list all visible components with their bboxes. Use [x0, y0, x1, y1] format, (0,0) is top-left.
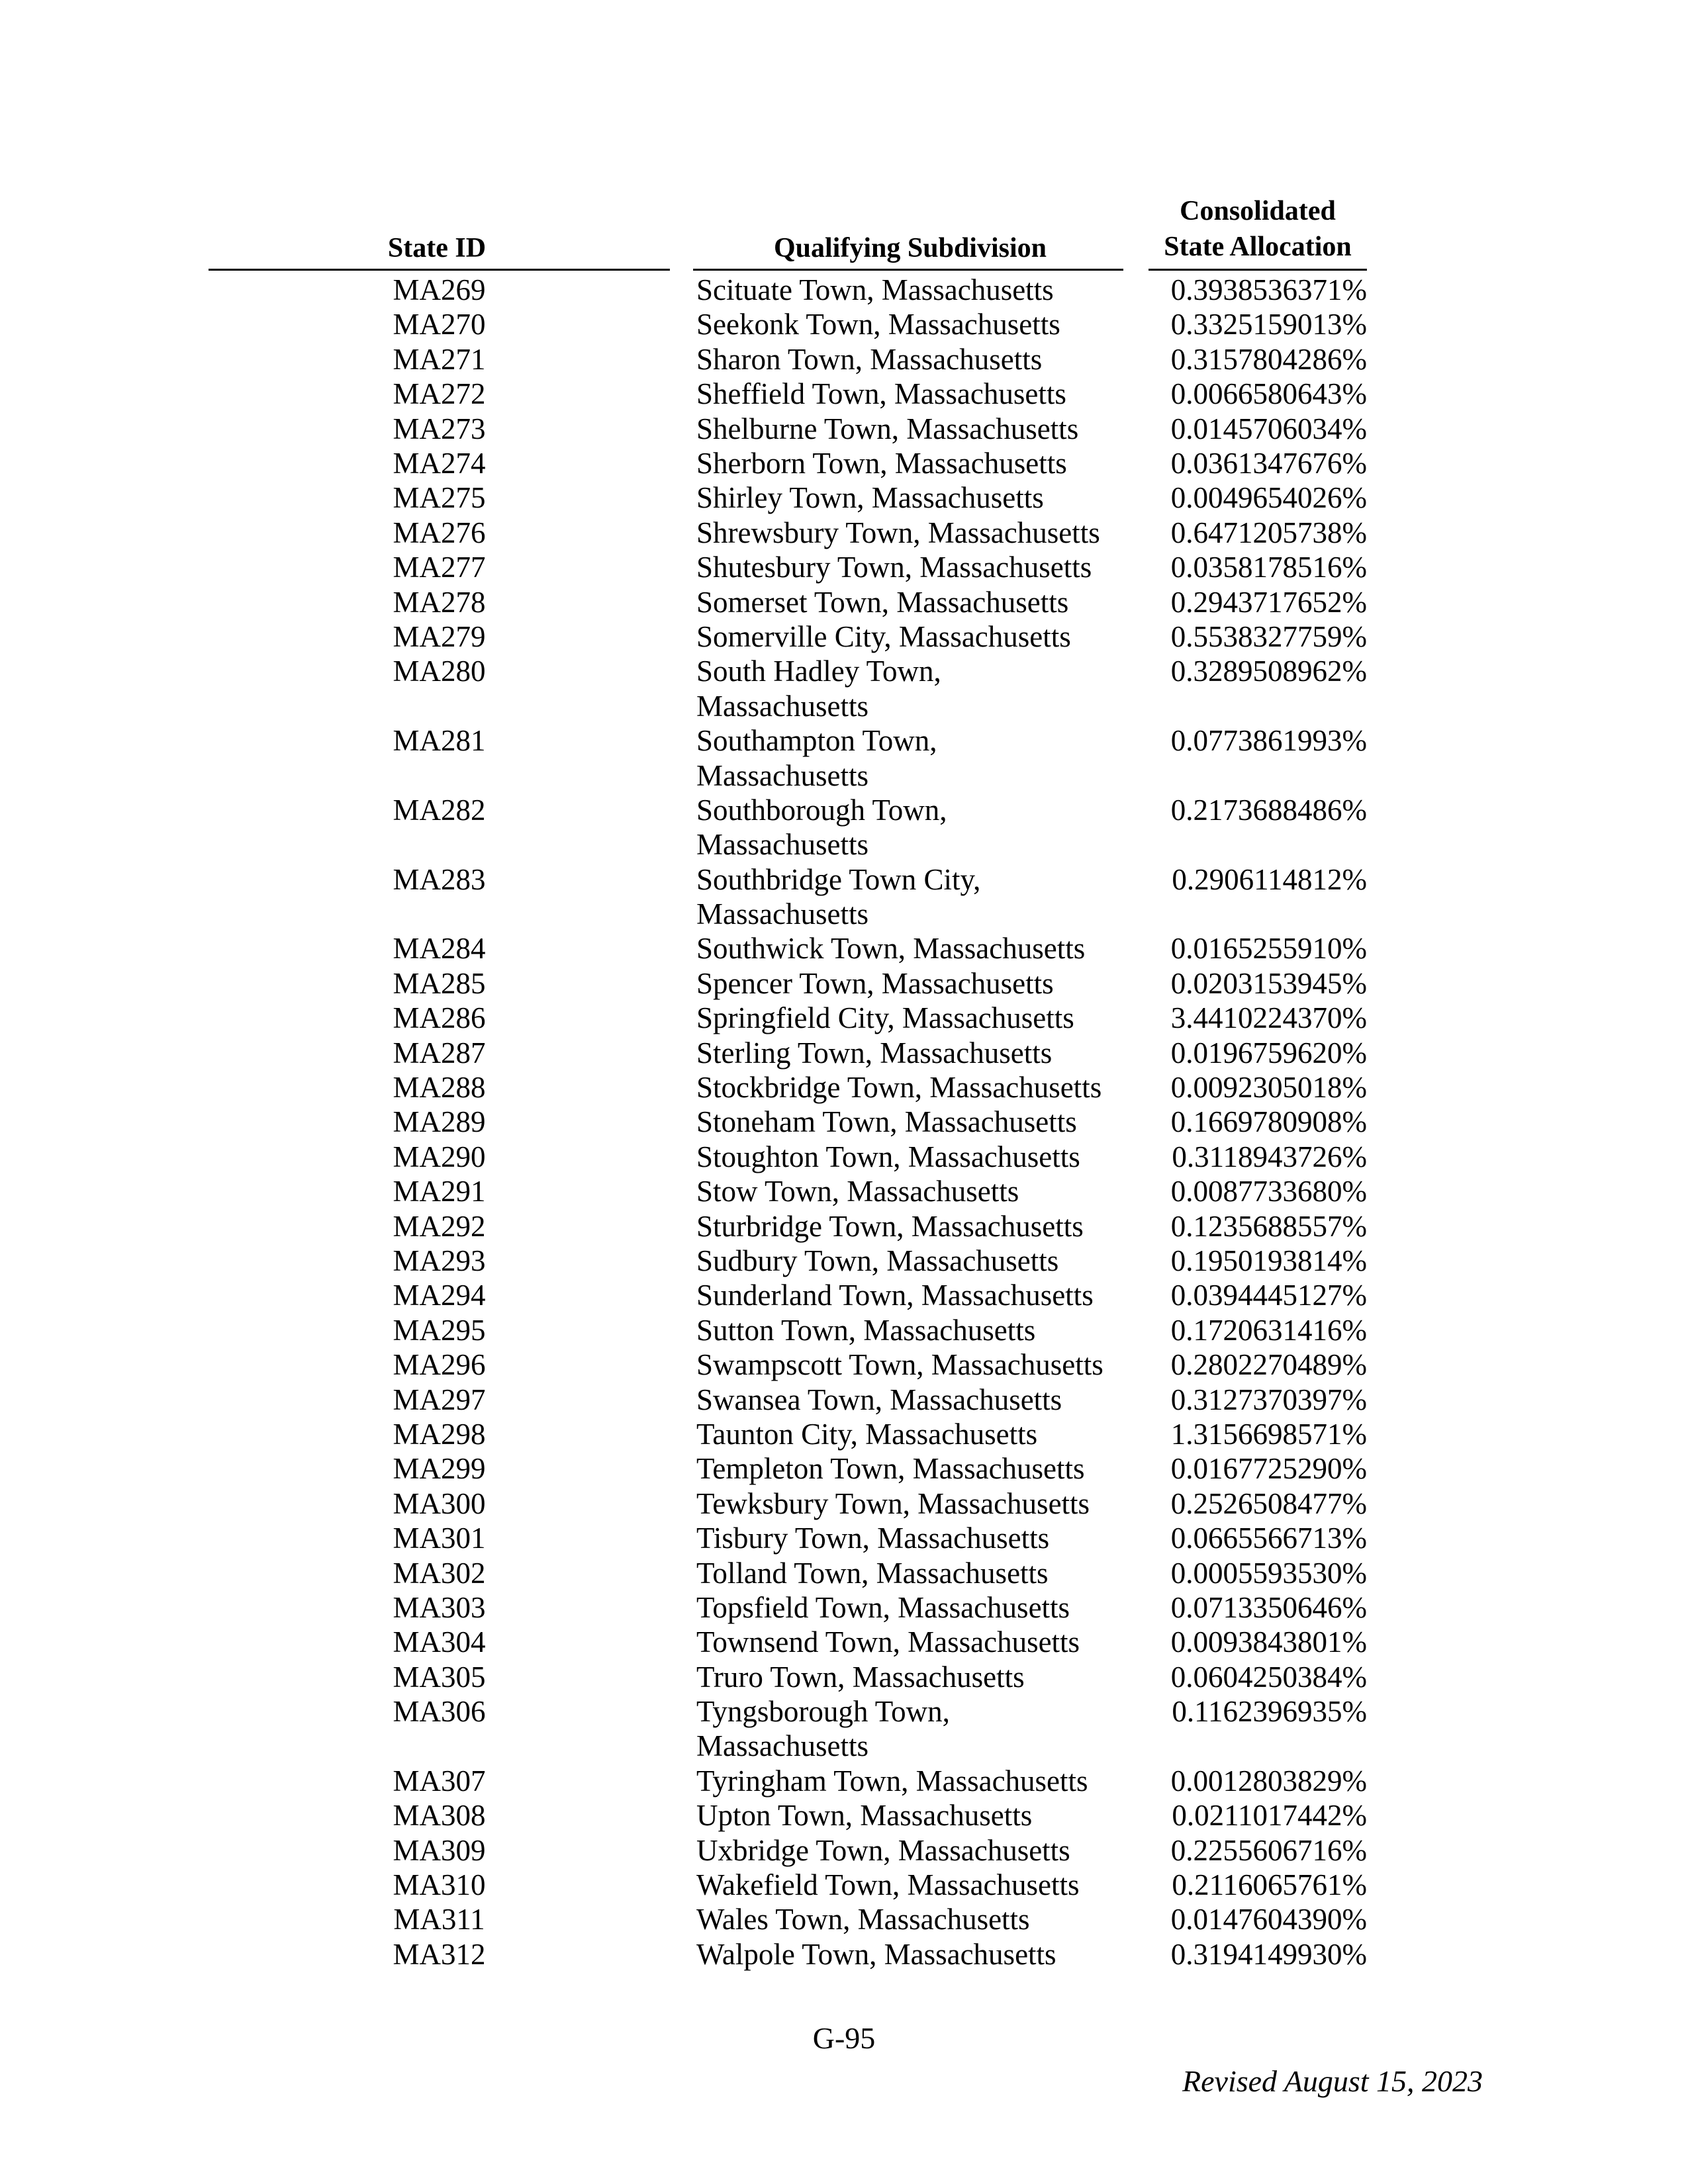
table-row — [0, 966, 1688, 1001]
table-row — [0, 585, 1688, 619]
subdivision-line: Shrewsbury Town, Massachusetts — [696, 516, 1100, 549]
subdivision-line: Southampton Town, — [696, 724, 937, 758]
state-id-cell: MA270 — [393, 308, 486, 341]
table-row — [0, 1209, 1688, 1244]
allocation-cell: 0.1162396935% — [1172, 1695, 1367, 1729]
allocation-cell: 0.3127370397% — [1170, 1383, 1367, 1416]
table-row — [0, 1521, 1688, 1555]
allocation-cell: 0.1950193814% — [1170, 1244, 1367, 1277]
subdivision-line: Sunderland Town, Massachusetts — [696, 1279, 1094, 1312]
state-id-cell: MA298 — [393, 1417, 486, 1451]
table-row — [0, 516, 1688, 550]
header-underline-subdivision — [693, 269, 1123, 271]
allocation-cell: 0.0167725290% — [1170, 1452, 1367, 1486]
allocation-cell: 0.0012803829% — [1170, 1764, 1367, 1797]
state-id-cell: MA291 — [393, 1175, 486, 1208]
subdivision-line: Walpole Town, Massachusetts — [696, 1937, 1056, 1971]
page-number: G-95 — [812, 2021, 876, 2055]
subdivision-line: Wales Town, Massachusetts — [696, 1903, 1030, 1936]
state-id-cell: MA272 — [393, 377, 486, 411]
subdivision-line-2: Massachusetts — [696, 1729, 868, 1763]
allocation-cell: 0.3157804286% — [1170, 342, 1367, 376]
subdivision-line-2: Massachusetts — [696, 828, 868, 862]
subdivision-cell — [696, 1521, 1147, 1555]
state-id-cell: MA306 — [393, 1695, 486, 1729]
table-row — [0, 550, 1688, 584]
allocation-cell: 0.0203153945% — [1170, 966, 1367, 1000]
subdivision-cell — [696, 1036, 1147, 1070]
allocation-cell: 0.2526508477% — [1170, 1486, 1367, 1520]
state-id-cell: MA299 — [393, 1452, 486, 1486]
table-row — [0, 1174, 1688, 1208]
allocation-cell: 0.2173688486% — [1170, 793, 1367, 827]
allocation-cell: 0.2116065761% — [1172, 1868, 1367, 1902]
subdivision-line: Uxbridge Town, Massachusetts — [696, 1833, 1070, 1867]
subdivision-cell — [696, 1937, 1147, 1972]
subdivision-line: Southborough Town, — [696, 793, 947, 827]
allocation-cell: 0.0604250384% — [1170, 1660, 1367, 1694]
allocation-cell: 0.1720631416% — [1170, 1313, 1367, 1347]
table-row — [0, 1313, 1688, 1347]
table-row — [0, 307, 1688, 341]
state-id-cell: MA286 — [393, 1001, 486, 1035]
subdivision-line: Upton Town, Massachusetts — [696, 1799, 1033, 1833]
table-row — [0, 1383, 1688, 1417]
allocation-cell: 0.3325159013% — [1170, 308, 1367, 341]
state-id-cell: MA292 — [393, 1209, 486, 1243]
allocation-cell: 0.0005593530% — [1170, 1556, 1367, 1590]
state-id-cell: MA287 — [393, 1036, 486, 1069]
table-row — [0, 1451, 1688, 1486]
subdivision-line: Shelburne Town, Massachusetts — [696, 412, 1079, 445]
subdivision-line: Sturbridge Town, Massachusetts — [696, 1209, 1084, 1243]
table-row — [0, 273, 1688, 307]
table-row — [0, 1625, 1688, 1659]
table-row — [0, 412, 1688, 446]
subdivision-cell — [696, 862, 1147, 932]
subdivision-line: Tyringham Town, Massachusetts — [696, 1764, 1088, 1797]
allocation-cell: 0.0196759620% — [1170, 1036, 1367, 1069]
table-row — [0, 619, 1688, 654]
allocation-cell: 0.6471205738% — [1170, 516, 1367, 549]
subdivision-cell — [696, 1244, 1147, 1278]
table-row — [0, 1417, 1688, 1451]
subdivision-cell — [696, 1278, 1147, 1312]
allocation-cell: 0.2906114812% — [1172, 862, 1367, 896]
allocation-cell: 0.3938536371% — [1170, 273, 1367, 306]
header-underline-state-id — [209, 269, 670, 271]
allocation-cell: 3.4410224370% — [1170, 1001, 1367, 1035]
table-row — [0, 793, 1688, 862]
table-row — [0, 1105, 1688, 1139]
subdivision-line: Somerville City, Massachusetts — [696, 619, 1071, 653]
state-id-cell: MA295 — [393, 1313, 486, 1347]
subdivision-cell — [696, 966, 1147, 1001]
subdivision-cell — [696, 480, 1147, 515]
table-row — [0, 723, 1688, 793]
subdivision-cell — [696, 1902, 1147, 1936]
subdivision-cell — [696, 1868, 1147, 1902]
subdivision-cell — [696, 273, 1147, 307]
subdivision-line: Springfield City, Massachusetts — [696, 1001, 1074, 1035]
state-id-cell: MA293 — [393, 1244, 486, 1277]
table-row — [0, 1001, 1688, 1035]
subdivision-line: Tisbury Town, Massachusetts — [696, 1522, 1050, 1555]
table-row — [0, 1764, 1688, 1798]
subdivision-cell — [696, 516, 1147, 550]
subdivision-line: Sudbury Town, Massachusetts — [696, 1244, 1059, 1277]
header-consolidated-state-allocation — [1145, 193, 1370, 265]
subdivision-line: South Hadley Town, — [696, 655, 941, 688]
state-id-cell: MA275 — [393, 481, 486, 515]
allocation-cell: 0.2943717652% — [1170, 585, 1367, 619]
allocation-cell: 0.0358178516% — [1170, 551, 1367, 584]
state-id-cell: MA297 — [393, 1383, 486, 1416]
subdivision-line: Wakefield Town, Massachusetts — [696, 1868, 1080, 1902]
allocation-cell: 0.0145706034% — [1170, 412, 1367, 445]
subdivision-line: Stoneham Town, Massachusetts — [696, 1105, 1077, 1139]
state-id-cell: MA289 — [393, 1105, 486, 1139]
subdivision-cell — [696, 1417, 1147, 1451]
allocation-cell: 0.3289508962% — [1170, 655, 1367, 688]
state-id-cell: MA282 — [393, 793, 486, 827]
allocation-cell: 0.2802270489% — [1170, 1348, 1367, 1382]
subdivision-line: Taunton City, Massachusetts — [696, 1417, 1038, 1451]
table-row — [0, 654, 1688, 723]
allocation-cell: 0.3194149930% — [1170, 1937, 1367, 1971]
table-row — [0, 342, 1688, 377]
subdivision-cell — [696, 342, 1147, 377]
table-row — [0, 862, 1688, 932]
subdivision-line: Shutesbury Town, Massachusetts — [696, 551, 1092, 584]
allocation-cell: 0.0087733680% — [1170, 1175, 1367, 1208]
revision-date: Revised August 15, 2023 — [1182, 2064, 1483, 2098]
state-id-cell: MA302 — [393, 1556, 486, 1590]
state-id-cell: MA312 — [393, 1937, 486, 1971]
subdivision-line: Sharon Town, Massachusetts — [696, 342, 1043, 376]
subdivision-cell — [696, 1625, 1147, 1659]
state-id-cell: MA273 — [393, 412, 486, 445]
subdivision-cell — [696, 1383, 1147, 1417]
subdivision-cell — [696, 1070, 1147, 1105]
subdivision-cell — [696, 1347, 1147, 1382]
state-id-cell: MA301 — [393, 1522, 486, 1555]
subdivision-line: Sterling Town, Massachusetts — [696, 1036, 1053, 1069]
subdivision-cell — [696, 1140, 1147, 1174]
header-underline-allocation — [1149, 269, 1367, 271]
state-id-cell: MA271 — [393, 342, 486, 376]
subdivision-cell — [696, 723, 1147, 793]
state-id-cell: MA294 — [393, 1279, 486, 1312]
state-id-cell: MA296 — [393, 1348, 486, 1382]
subdivision-cell — [696, 619, 1147, 654]
table-row — [0, 1694, 1688, 1764]
table-row — [0, 1660, 1688, 1694]
state-id-cell: MA269 — [393, 273, 486, 306]
allocation-cell: 0.0093843801% — [1170, 1625, 1367, 1659]
table-row — [0, 480, 1688, 515]
subdivision-line: Swansea Town, Massachusetts — [696, 1383, 1062, 1416]
subdivision-cell — [696, 550, 1147, 584]
subdivision-line: Spencer Town, Massachusetts — [696, 966, 1054, 1000]
allocation-cell: 0.2255606716% — [1170, 1833, 1367, 1867]
table-row — [0, 1868, 1688, 1902]
state-id-cell: MA310 — [393, 1868, 486, 1902]
state-id-cell: MA278 — [393, 585, 486, 619]
subdivision-cell — [696, 1590, 1147, 1625]
allocation-cell: 0.1669780908% — [1170, 1105, 1367, 1139]
subdivision-cell — [696, 931, 1147, 966]
subdivision-line: Truro Town, Massachusetts — [696, 1660, 1025, 1694]
allocation-cell: 0.0211017442% — [1172, 1799, 1367, 1833]
allocation-cell: 0.0665566713% — [1170, 1522, 1367, 1555]
table-row — [0, 1486, 1688, 1521]
subdivision-cell — [696, 1001, 1147, 1035]
state-id-cell: MA284 — [393, 932, 486, 966]
subdivision-line: Townsend Town, Massachusetts — [696, 1625, 1080, 1659]
subdivision-line: Seekonk Town, Massachusetts — [696, 308, 1060, 341]
subdivision-cell — [696, 1833, 1147, 1868]
table-row — [0, 1937, 1688, 1972]
header-allocation-line2: State Allocation — [1164, 232, 1352, 262]
subdivision-cell — [696, 412, 1147, 446]
state-id-cell: MA280 — [393, 655, 486, 688]
subdivision-line: Stoughton Town, Massachusetts — [696, 1140, 1080, 1173]
table-row — [0, 1244, 1688, 1278]
table-row — [0, 1902, 1688, 1936]
subdivision-cell — [696, 793, 1147, 862]
table-row — [0, 1140, 1688, 1174]
header-allocation-line1: Consolidated — [1180, 196, 1336, 226]
subdivision-cell — [696, 1660, 1147, 1694]
table-row — [0, 377, 1688, 411]
table-row — [0, 1070, 1688, 1105]
state-id-cell: MA288 — [393, 1071, 486, 1105]
table-row — [0, 1590, 1688, 1625]
allocation-cell: 0.0165255910% — [1170, 932, 1367, 966]
allocation-cell: 0.0066580643% — [1170, 377, 1367, 411]
allocation-cell: 0.0773861993% — [1170, 724, 1367, 758]
state-id-cell: MA279 — [393, 619, 486, 653]
subdivision-line: Sheffield Town, Massachusetts — [696, 377, 1066, 411]
state-id-cell: MA281 — [393, 724, 486, 758]
subdivision-line: Tewksbury Town, Massachusetts — [696, 1486, 1090, 1520]
table-row — [0, 1036, 1688, 1070]
subdivision-line: Tolland Town, Massachusetts — [696, 1556, 1049, 1590]
subdivision-cell — [696, 1764, 1147, 1798]
subdivision-cell — [696, 1694, 1147, 1764]
header-qualifying-subdivision: Qualifying Subdivision — [773, 233, 1047, 263]
subdivision-line: Southbridge Town City, — [696, 862, 981, 896]
allocation-cell: 0.5538327759% — [1170, 619, 1367, 653]
subdivision-line: Templeton Town, Massachusetts — [696, 1452, 1085, 1486]
state-id-cell: MA300 — [393, 1486, 486, 1520]
subdivision-cell — [696, 1556, 1147, 1590]
subdivision-line-2: Massachusetts — [696, 758, 868, 792]
subdivision-line: Southwick Town, Massachusetts — [696, 932, 1086, 966]
subdivision-line: Tyngsborough Town, — [696, 1695, 950, 1729]
state-id-cell: MA304 — [393, 1625, 486, 1659]
allocation-table-body — [0, 273, 1688, 1972]
state-id-cell: MA305 — [393, 1660, 486, 1694]
allocation-cell: 0.0394445127% — [1170, 1279, 1367, 1312]
allocation-cell: 0.0092305018% — [1170, 1071, 1367, 1105]
subdivision-line: Swampscott Town, Massachusetts — [696, 1348, 1103, 1382]
subdivision-cell — [696, 1798, 1147, 1833]
subdivision-cell — [696, 377, 1147, 411]
allocation-cell: 0.0713350646% — [1170, 1590, 1367, 1624]
header-state-id: State ID — [387, 233, 487, 263]
table-row — [0, 1556, 1688, 1590]
subdivision-line: Stow Town, Massachusetts — [696, 1175, 1019, 1208]
table-row — [0, 1798, 1688, 1833]
subdivision-cell — [696, 1486, 1147, 1521]
subdivision-cell — [696, 307, 1147, 341]
state-id-cell: MA285 — [393, 966, 486, 1000]
state-id-cell: MA277 — [393, 551, 486, 584]
state-id-cell: MA274 — [393, 446, 486, 480]
state-id-cell: MA309 — [393, 1833, 486, 1867]
subdivision-line: Stockbridge Town, Massachusetts — [696, 1071, 1102, 1105]
table-row — [0, 446, 1688, 480]
table-row — [0, 1833, 1688, 1868]
subdivision-line: Sherborn Town, Massachusetts — [696, 446, 1067, 480]
table-row — [0, 1347, 1688, 1382]
state-id-cell: MA307 — [393, 1764, 486, 1797]
allocation-cell: 0.0361347676% — [1170, 446, 1367, 480]
subdivision-cell — [696, 1451, 1147, 1486]
table-row — [0, 1278, 1688, 1312]
subdivision-cell — [696, 1174, 1147, 1208]
allocation-cell: 1.3156698571% — [1170, 1417, 1367, 1451]
state-id-cell: MA283 — [393, 862, 486, 896]
state-id-cell: MA276 — [393, 516, 486, 549]
table-row — [0, 931, 1688, 966]
subdivision-line-2: Massachusetts — [696, 689, 868, 723]
state-id-cell: MA303 — [393, 1590, 486, 1624]
subdivision-line: Sutton Town, Massachusetts — [696, 1313, 1036, 1347]
table-header — [0, 192, 1688, 271]
allocation-cell: 0.0049654026% — [1170, 481, 1367, 515]
subdivision-line: Topsfield Town, Massachusetts — [696, 1590, 1070, 1624]
allocation-cell: 0.0147604390% — [1170, 1903, 1367, 1936]
subdivision-cell — [696, 654, 1147, 723]
subdivision-cell — [696, 1105, 1147, 1139]
state-id-cell: MA311 — [393, 1903, 485, 1936]
subdivision-cell — [696, 585, 1147, 619]
state-id-cell: MA290 — [393, 1140, 486, 1173]
subdivision-line: Scituate Town, Massachusetts — [696, 273, 1054, 306]
subdivision-line: Shirley Town, Massachusetts — [696, 481, 1044, 515]
subdivision-line-2: Massachusetts — [696, 897, 868, 931]
allocation-cell: 0.1235688557% — [1170, 1209, 1367, 1243]
state-id-cell: MA308 — [393, 1799, 486, 1833]
subdivision-line: Somerset Town, Massachusetts — [696, 585, 1069, 619]
subdivision-cell — [696, 1313, 1147, 1347]
subdivision-cell — [696, 446, 1147, 480]
allocation-cell: 0.3118943726% — [1172, 1140, 1367, 1173]
subdivision-cell — [696, 1209, 1147, 1244]
